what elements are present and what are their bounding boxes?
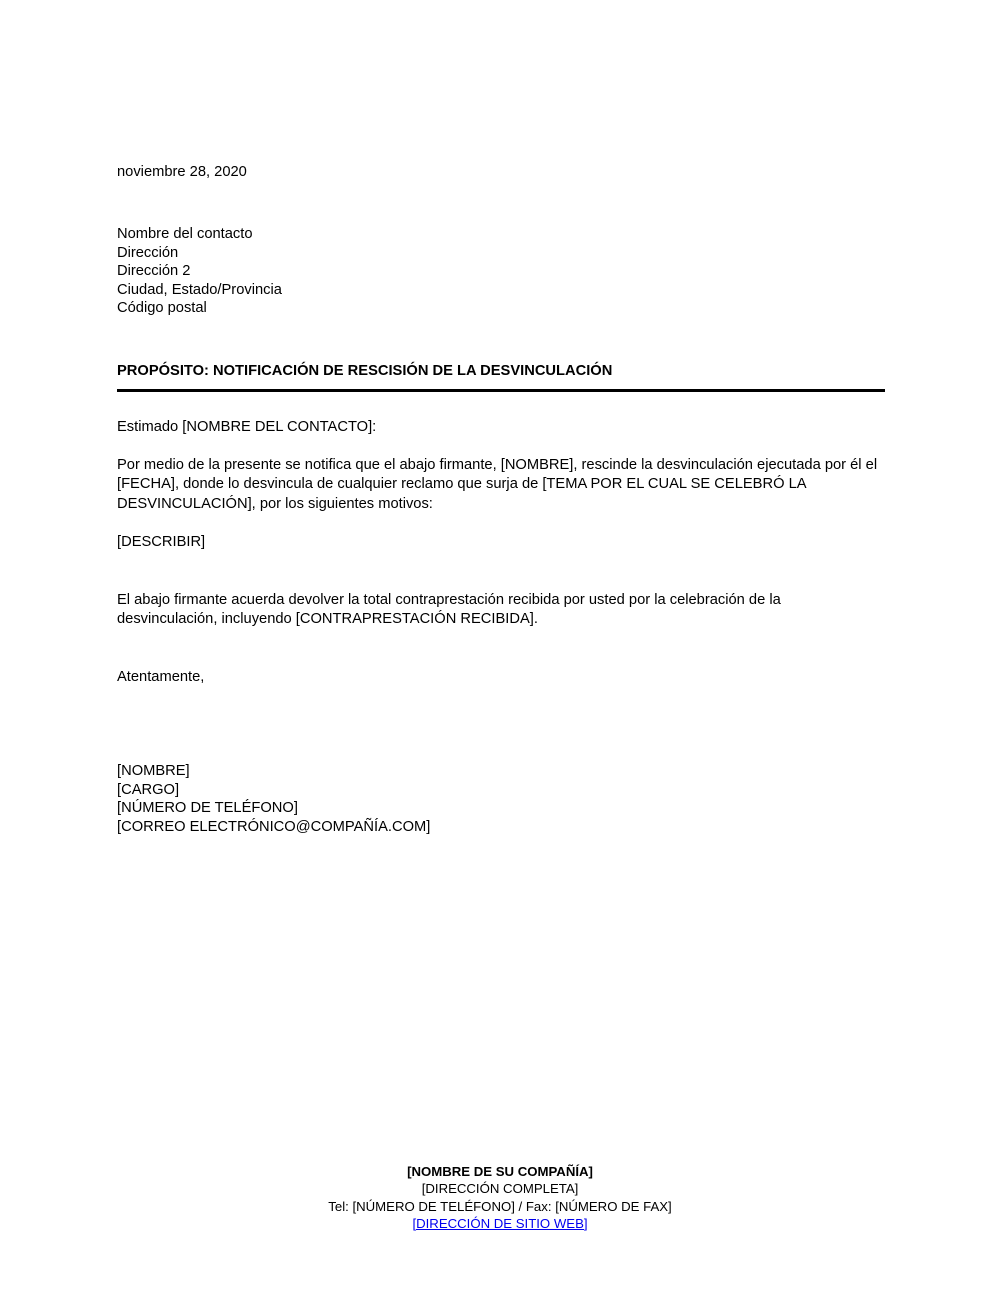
signature-line-email: [CORREO ELECTRÓNICO@COMPAÑÍA.COM] — [117, 818, 431, 835]
footer-website-link[interactable]: [DIRECCIÓN DE SITIO WEB] — [412, 1215, 588, 1231]
footer-company-name: [NOMBRE DE SU COMPAÑÍA] — [407, 1164, 593, 1179]
signature-block — [117, 762, 885, 836]
subject-heading: PROPÓSITO: NOTIFICACIÓN DE RESCISIÓN DE LA DESVINCULACIÓN — [117, 362, 613, 379]
paragraph-consideration: El abajo firmante acuerda devolver la total contraprestación recibida por usted por la celebración de la desvinculación, incluyendo [CONTRAPRESTACIÓN RECIBIDA]. — [117, 591, 781, 628]
paragraph-describe-placeholder: [DESCRIBIR] — [117, 534, 206, 551]
address-line-street2: Dirección 2 — [117, 263, 191, 280]
address-line-street: Dirección — [117, 244, 179, 261]
address-line-name: Nombre del contacto — [117, 226, 253, 242]
recipient-address-block — [117, 225, 885, 318]
signature-line-title: [CARGO] — [117, 781, 180, 798]
signature-line-name: [NOMBRE] — [117, 762, 190, 779]
footer-address: [DIRECCIÓN COMPLETA] — [421, 1181, 579, 1197]
address-line-city-state: Ciudad, Estado/Provincia — [117, 281, 282, 298]
closing-salutation: Atentamente, — [117, 668, 205, 685]
page-footer — [0, 1163, 1000, 1232]
paragraph-notice: Por medio de la presente se notifica que el abajo firmante, [NOMBRE], rescinde la desvinculación ejecutada por él el [FECHA], donde lo desvincula de cualquier reclamo que surja de [TEMA POR EL CUAL SE CELEBRÓ LA DESVINCULACIÓN], por los siguientes motivos: — [117, 456, 878, 512]
footer-website-link-wrapper — [0, 1215, 1000, 1232]
letter-date: noviembre 28, 2020 — [117, 164, 247, 180]
address-line-postal-code: Código postal — [117, 300, 207, 317]
salutation: Estimado [NOMBRE DEL CONTACTO]: — [117, 418, 377, 435]
signature-line-phone: [NÚMERO DE TELÉFONO] — [117, 800, 298, 817]
footer-phone-fax: Tel: [NÚMERO DE TELÉFONO] / Fax: [NÚMERO DE FAX] — [328, 1198, 672, 1214]
subject-divider-rule — [117, 389, 885, 392]
letter-content — [117, 163, 885, 836]
